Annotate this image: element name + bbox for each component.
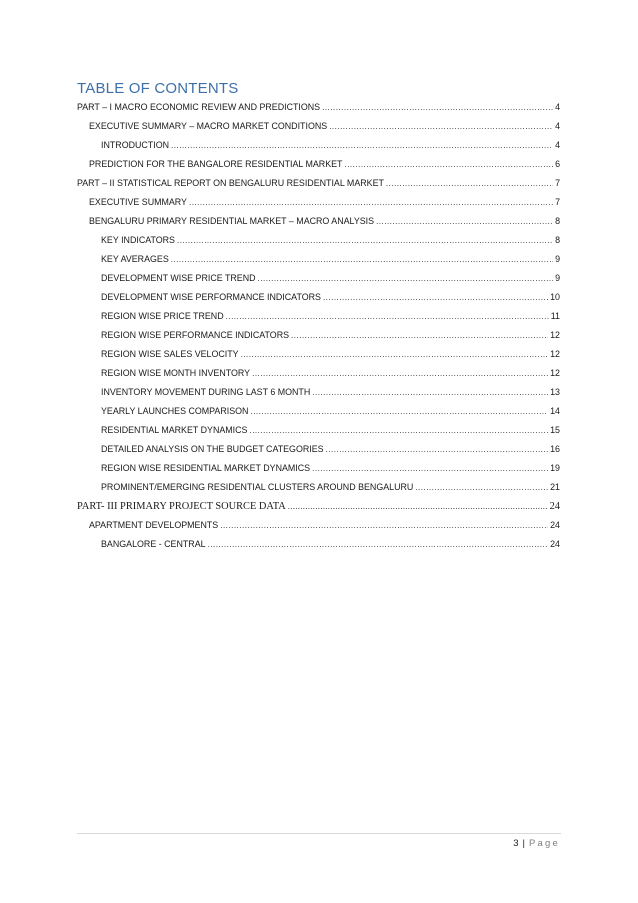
toc-entry-title: PROMINENT/EMERGING RESIDENTIAL CLUSTERS AROUND BENGALURU	[101, 482, 414, 492]
toc-entry-title: EXECUTIVE SUMMARY – MACRO MARKET CONDITIONS	[89, 121, 328, 131]
toc-entry[interactable]	[77, 136, 560, 155]
toc-dot-leader	[376, 212, 553, 231]
page-label: Page	[529, 838, 560, 849]
toc-dot-leader	[323, 288, 548, 307]
toc-entry[interactable]	[77, 174, 560, 193]
toc-dot-leader	[344, 155, 553, 174]
footer-divider	[77, 833, 561, 834]
toc-entry-title: REGION WISE MONTH INVENTORY	[101, 368, 251, 378]
toc-entry-page: 14	[550, 406, 560, 416]
toc-entry-page: 12	[550, 368, 560, 378]
toc-entry[interactable]	[77, 345, 560, 364]
toc-entry[interactable]	[77, 421, 560, 440]
toc-dot-leader	[189, 193, 553, 212]
toc-dot-leader	[415, 478, 548, 497]
toc-entry-page: 8	[555, 216, 560, 226]
toc-entry-page: 24	[549, 501, 560, 512]
toc-entry[interactable]	[77, 231, 560, 250]
toc-entry-page: 19	[550, 463, 560, 473]
toc-dot-leader	[312, 383, 548, 402]
toc-entry-page: 11	[550, 311, 560, 321]
toc-entry[interactable]	[77, 516, 560, 535]
toc-entry[interactable]	[77, 117, 560, 136]
toc-dot-leader	[220, 516, 548, 535]
table-of-contents	[77, 98, 560, 554]
toc-entry[interactable]	[77, 288, 560, 307]
toc-entry-title: REGION WISE PERFORMANCE INDICATORS	[101, 330, 290, 340]
toc-entry[interactable]	[77, 459, 560, 478]
toc-dot-leader	[250, 402, 548, 421]
toc-dot-leader	[258, 269, 554, 288]
toc-title: TABLE OF CONTENTS	[77, 80, 239, 97]
toc-entry-title: REGION WISE RESIDENTIAL MARKET DYNAMICS	[101, 463, 311, 473]
toc-dot-leader	[326, 440, 549, 459]
toc-entry-page: 15	[550, 425, 560, 435]
toc-entry-title: BENGALURU PRIMARY RESIDENTIAL MARKET – MACRO ANALYSIS	[89, 216, 375, 226]
toc-entry-title: DEVELOPMENT WISE PRICE TREND	[101, 273, 256, 283]
toc-entry-page: 9	[555, 254, 560, 264]
toc-dot-leader	[226, 307, 549, 326]
toc-dot-leader	[177, 231, 553, 250]
toc-entry-page: 24	[550, 539, 560, 549]
toc-entry-title: INTRODUCTION	[101, 140, 170, 150]
toc-dot-leader	[171, 250, 553, 269]
toc-entry[interactable]	[77, 326, 560, 345]
toc-entry-title: PART – I MACRO ECONOMIC REVIEW AND PREDICTIONS	[77, 102, 321, 112]
toc-entry[interactable]	[77, 478, 560, 497]
toc-entry-title: REGION WISE PRICE TREND	[101, 311, 224, 321]
toc-dot-leader	[288, 497, 548, 516]
toc-entry-page: 7	[555, 178, 560, 188]
toc-entry-page: 9	[555, 273, 560, 283]
toc-entry-page: 10	[550, 292, 560, 302]
toc-entry[interactable]	[77, 307, 560, 326]
toc-dot-leader	[329, 117, 553, 136]
toc-entry[interactable]	[77, 250, 560, 269]
toc-entry[interactable]	[77, 155, 560, 174]
toc-entry-title: INVENTORY MOVEMENT DURING LAST 6 MONTH	[101, 387, 311, 397]
toc-entry[interactable]	[77, 402, 560, 421]
toc-entry-title: PREDICTION FOR THE BANGALORE RESIDENTIAL MARKET	[89, 159, 343, 169]
toc-entry-title: PART- III PRIMARY PROJECT SOURCE DATA	[77, 501, 286, 512]
toc-entry-page: 6	[555, 159, 560, 169]
toc-entry[interactable]	[77, 383, 560, 402]
toc-entry-page: 4	[555, 102, 560, 112]
toc-dot-leader	[322, 98, 553, 117]
toc-entry[interactable]	[77, 269, 560, 288]
page-footer	[513, 838, 560, 849]
toc-entry-title: PART – II STATISTICAL REPORT ON BENGALURU RESIDENTIAL MARKET	[77, 178, 384, 188]
toc-entry[interactable]	[77, 98, 560, 117]
toc-dot-leader	[291, 326, 548, 345]
toc-entry-page: 13	[550, 387, 560, 397]
toc-entry-title: BANGALORE - CENTRAL	[101, 539, 206, 549]
toc-dot-leader	[312, 459, 548, 478]
toc-entry[interactable]	[77, 364, 560, 383]
footer-separator: |	[522, 838, 525, 849]
toc-entry-page: 7	[555, 197, 560, 207]
toc-entry[interactable]	[77, 497, 560, 516]
toc-entry-page: 16	[550, 444, 560, 454]
toc-entry-title: DETAILED ANALYSIS ON THE BUDGET CATEGORIES	[101, 444, 324, 454]
toc-dot-leader	[241, 345, 549, 364]
toc-entry[interactable]	[77, 212, 560, 231]
toc-entry-page: 21	[550, 482, 560, 492]
toc-dot-leader	[208, 535, 549, 554]
toc-dot-leader	[386, 174, 553, 193]
toc-entry[interactable]	[77, 535, 560, 554]
toc-entry-title: DEVELOPMENT WISE PERFORMANCE INDICATORS	[101, 292, 321, 302]
toc-entry-title: YEARLY LAUNCHES COMPARISON	[101, 406, 249, 416]
toc-entry-page: 4	[555, 121, 560, 131]
toc-entry-title: RESIDENTIAL MARKET DYNAMICS	[101, 425, 248, 435]
toc-entry-title: KEY INDICATORS	[101, 235, 175, 245]
toc-dot-leader	[249, 421, 548, 440]
toc-entry-title: KEY AVERAGES	[101, 254, 169, 264]
toc-dot-leader	[252, 364, 548, 383]
toc-entry-page: 12	[550, 330, 560, 340]
toc-entry-page: 4	[555, 140, 560, 150]
toc-entry[interactable]	[77, 193, 560, 212]
toc-entry-page: 24	[550, 520, 560, 530]
toc-entry-page: 12	[550, 349, 560, 359]
toc-entry-title: EXECUTIVE SUMMARY	[89, 197, 187, 207]
toc-entry[interactable]	[77, 440, 560, 459]
toc-entry-title: REGION WISE SALES VELOCITY	[101, 349, 239, 359]
page-number: 3	[513, 838, 519, 849]
toc-entry-page: 8	[555, 235, 560, 245]
toc-entry-title: APARTMENT DEVELOPMENTS	[89, 520, 219, 530]
toc-dot-leader	[171, 136, 553, 155]
